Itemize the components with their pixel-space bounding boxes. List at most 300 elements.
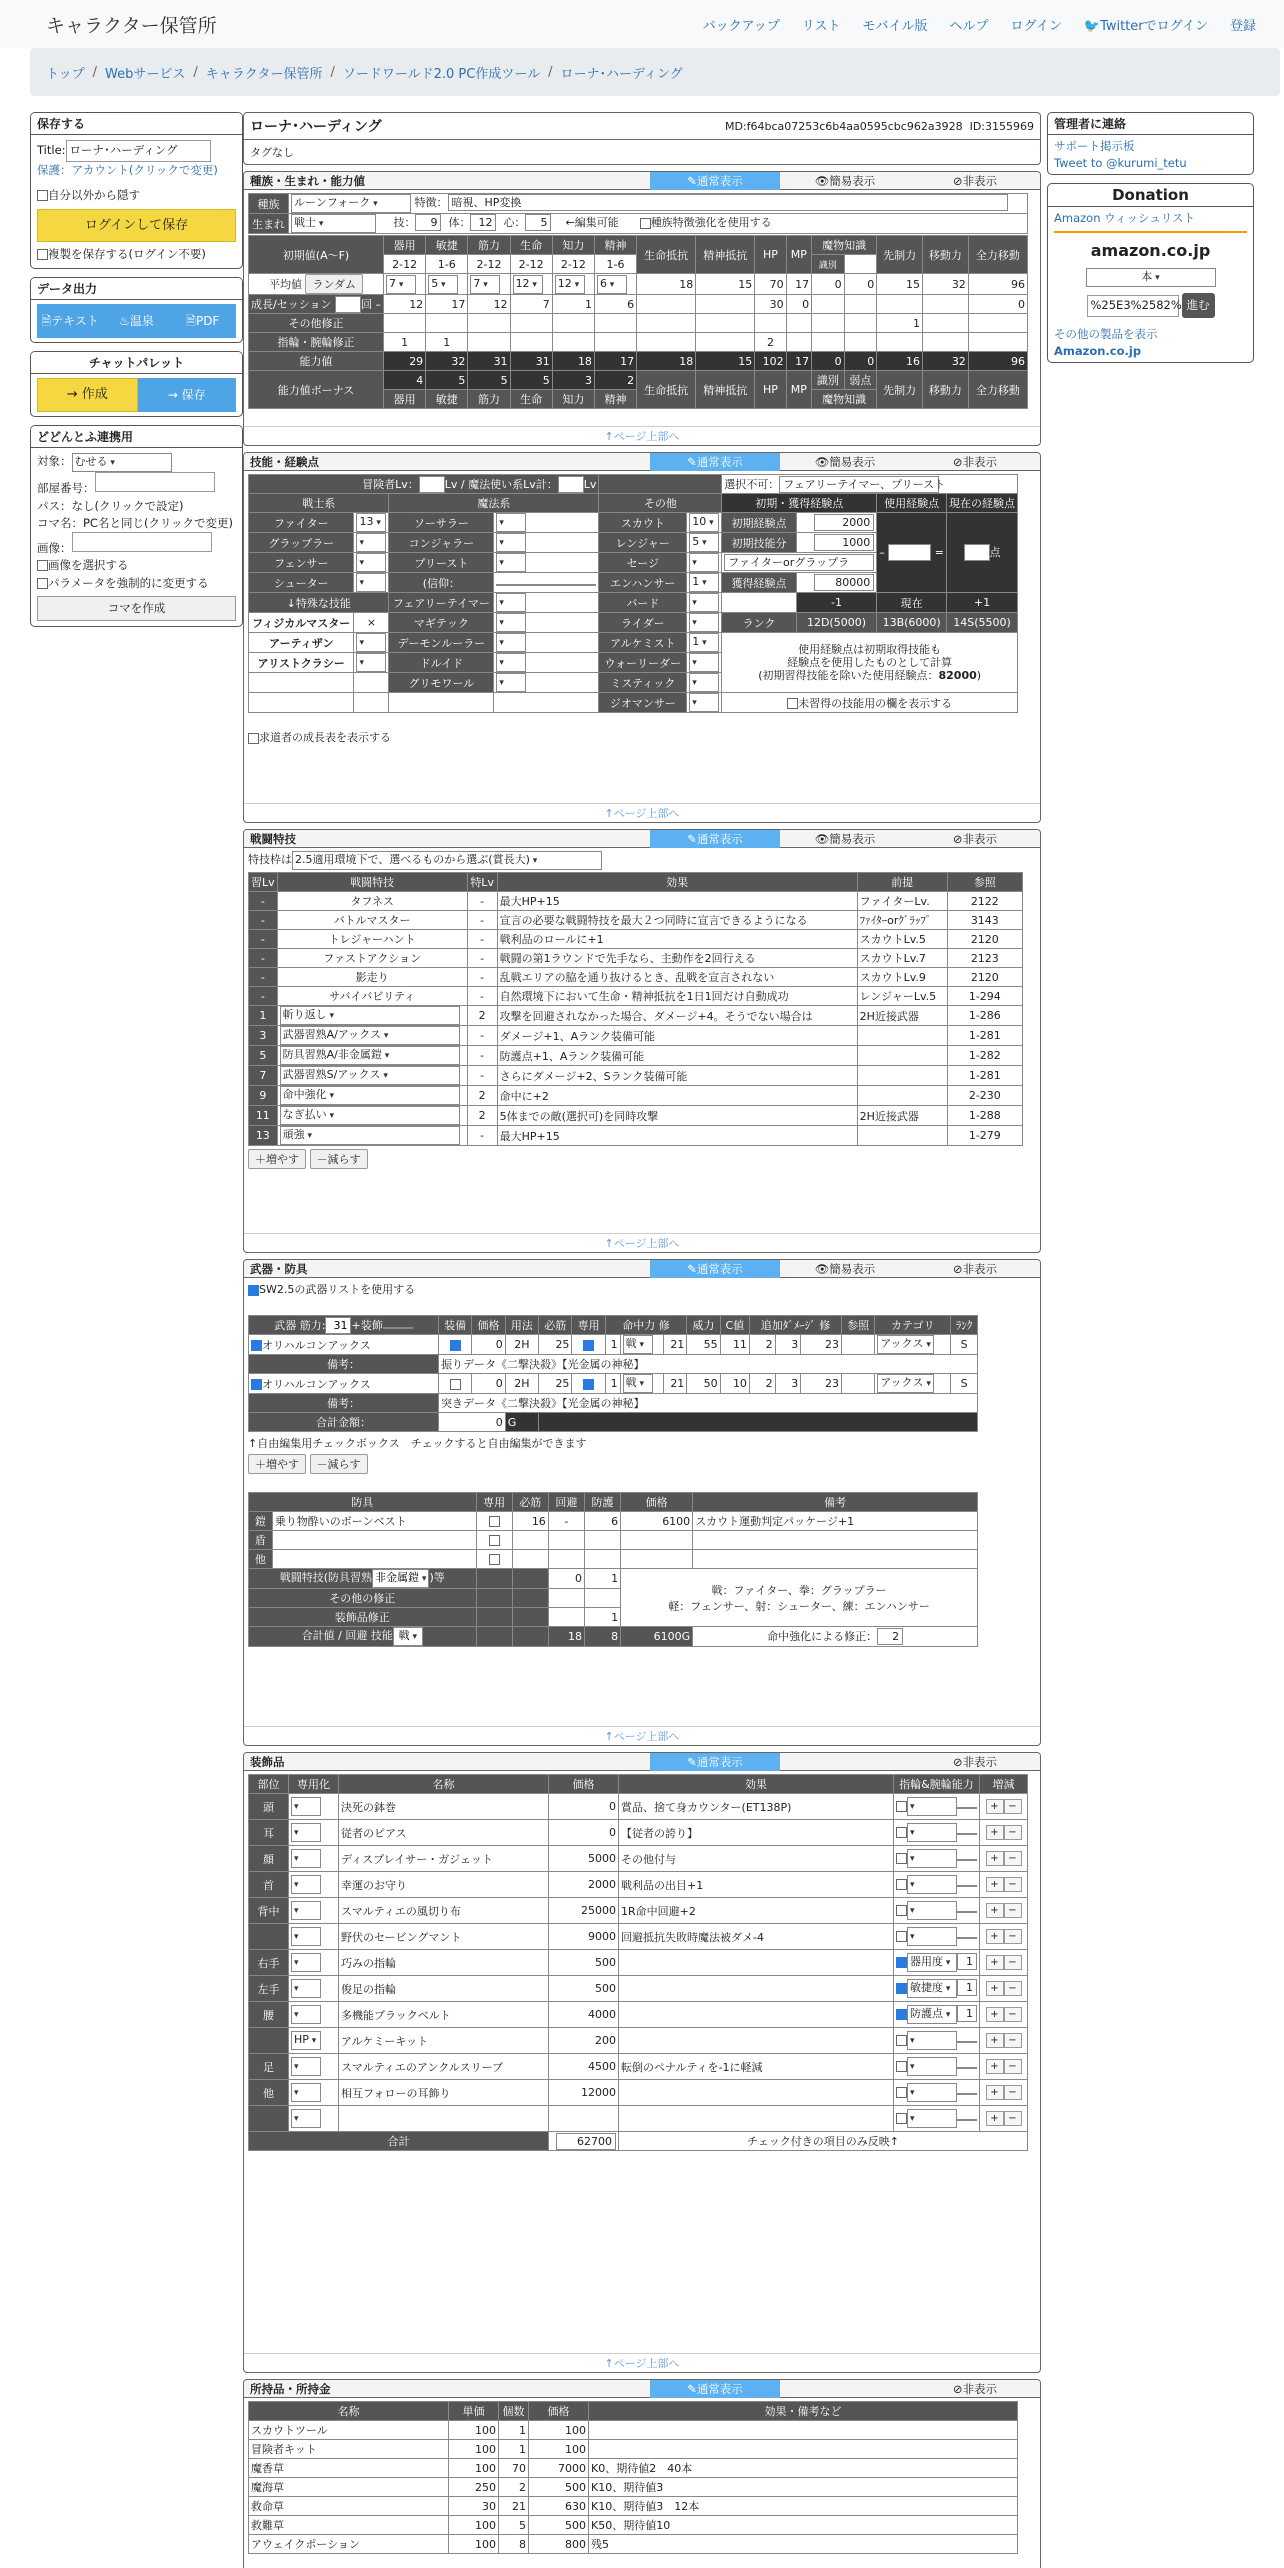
amazon-site-link[interactable]: Amazon.co.jp [1054, 343, 1142, 358]
trait-field[interactable]: 暗視、HP変換 [448, 194, 1008, 211]
amazon-go-button[interactable]: 進む [1182, 293, 1215, 318]
nav-list[interactable]: リスト [801, 18, 841, 34]
to-top-link[interactable]: ↑ページ上部へ [244, 2353, 1040, 2372]
to-top-link[interactable]: ↑ページ上部へ [244, 426, 1040, 445]
accessory-effect[interactable]: 転倒のペナルティを-1に軽減 [619, 2054, 894, 2080]
growth-field[interactable]: 0 [968, 295, 1027, 314]
accessory-ability-checkbox[interactable] [896, 2061, 907, 2072]
weapon-power[interactable]: 55 [687, 1335, 720, 1355]
armor-price[interactable]: 6100 [621, 1512, 693, 1531]
skill-level-select[interactable]: 10 ▾ [689, 513, 719, 532]
skill-level-select[interactable] [689, 653, 719, 672]
armor-note[interactable] [693, 1531, 978, 1550]
weapon-ref[interactable] [841, 1335, 874, 1355]
armor-note[interactable] [693, 1550, 978, 1569]
nav-help[interactable]: ヘルプ [949, 18, 989, 34]
accessory-effect[interactable]: 戦利品の出目+1 [619, 1872, 894, 1898]
skill-level-select[interactable] [356, 553, 386, 572]
increase-button[interactable]: + [986, 2007, 1004, 2022]
evade-skill-select[interactable]: 戦 ▾ [393, 1627, 423, 1646]
accessory-name[interactable]: 多機能ブラックベルト [339, 2002, 549, 2028]
room-input[interactable] [95, 472, 215, 492]
hot-output-button[interactable]: ♨温泉 [103, 304, 169, 338]
feat-select[interactable]: なぎ払い ▾ [280, 1106, 460, 1125]
growth-count[interactable]: 55 [335, 296, 361, 313]
feat-select[interactable]: 頑強 ▾ [280, 1126, 460, 1145]
skill-level-select[interactable] [356, 573, 386, 592]
special-skill-select[interactable] [356, 653, 386, 672]
accessory-special-select[interactable] [291, 1953, 321, 1972]
weapons-remove-button[interactable]: －減らす [310, 1454, 368, 1474]
deco-field[interactable] [383, 1327, 413, 1329]
accessory-ability-select[interactable] [907, 1823, 957, 1842]
armor-exclusive-checkbox[interactable] [489, 1535, 500, 1546]
armor-exclusive-checkbox[interactable] [489, 1516, 500, 1527]
weapon-req[interactable]: 25 [539, 1335, 572, 1355]
armor-req[interactable] [512, 1550, 548, 1569]
accessory-ability-checkbox[interactable] [896, 1853, 907, 1864]
weapon-price[interactable]: 0 [472, 1374, 505, 1394]
item-count[interactable]: 8 [499, 2535, 529, 2554]
weapon-rank[interactable]: S [951, 1374, 978, 1394]
accessory-effect[interactable] [619, 2028, 894, 2054]
item-unit-price[interactable]: 250 [449, 2478, 499, 2497]
accessory-ability-select[interactable]: 器用度 ▾ [907, 1953, 957, 1972]
accessory-ability-value[interactable] [957, 2067, 977, 2069]
increase-button[interactable]: + [986, 1955, 1004, 1970]
accessory-ability-value[interactable] [957, 1937, 977, 1939]
random-button[interactable]: ランダム [305, 274, 363, 294]
accessory-ability-select[interactable] [907, 2031, 957, 2050]
feats-add-button[interactable]: ＋増やす [248, 1149, 306, 1169]
item-name[interactable]: 冒険者キット [249, 2440, 449, 2459]
mind-field[interactable]: 5 [525, 214, 551, 231]
to-top-link[interactable]: ↑ページ上部へ [244, 803, 1040, 822]
nav-twitter-login[interactable]: 🐦Twitterでログイン [1083, 18, 1208, 34]
accessory-effect[interactable]: その他付与 [619, 1846, 894, 1872]
weapon-crit[interactable]: 10 [720, 1374, 749, 1394]
increase-button[interactable]: + [986, 1825, 1004, 1840]
weapon-name[interactable]: オリハルコンアックス [262, 1338, 371, 1352]
skill-level-select[interactable] [689, 613, 719, 632]
weapon-price[interactable]: 0 [472, 1335, 505, 1355]
accessory-ability-value[interactable] [957, 1859, 977, 1861]
growth-field[interactable]: 0 [786, 295, 811, 314]
nav-login[interactable]: ログイン [1010, 18, 1062, 34]
skill-level-select[interactable] [689, 673, 719, 692]
mode-hide-button[interactable]: ⊘非表示 [952, 1754, 998, 1769]
skill-level-select[interactable] [496, 533, 526, 552]
accessory-name[interactable]: 巧みの指輪 [339, 1950, 549, 1976]
accessory-ability-value[interactable] [957, 1807, 977, 1809]
accessory-ability-select[interactable] [907, 1797, 957, 1816]
adv-lv-field[interactable]: 13 [419, 476, 445, 493]
accessory-ability-select[interactable] [907, 1875, 957, 1894]
accessory-price[interactable]: 500 [549, 1950, 619, 1976]
armor-evade[interactable] [548, 1531, 584, 1550]
accessory-ability-value[interactable]: 1 [957, 1979, 977, 1996]
accessory-price[interactable]: 500 [549, 1976, 619, 2002]
weapon-power[interactable]: 50 [687, 1374, 720, 1394]
accessory-ability-select[interactable] [907, 2083, 957, 2102]
accessory-name[interactable]: 相互フォローの耳飾り [339, 2080, 549, 2106]
weapon-dmg-mod[interactable]: 2 [749, 1335, 775, 1355]
accessory-special-select[interactable] [291, 2109, 321, 2128]
accessory-effect[interactable] [619, 2002, 894, 2028]
amazon-search-input[interactable]: %25E3%2582% [1087, 295, 1179, 317]
init-select[interactable]: 6 ▾ [597, 275, 627, 294]
feat-select[interactable]: 斬り返し ▾ [280, 1006, 460, 1025]
accessory-price[interactable]: 12000 [549, 2080, 619, 2106]
nav-backup[interactable]: バックアップ [702, 18, 780, 34]
pdf-output-button[interactable]: 🗎PDF [170, 304, 236, 338]
accessory-ability-value[interactable]: 1 [957, 1953, 977, 1970]
accessory-price[interactable]: 4500 [549, 2054, 619, 2080]
mode-hide-button[interactable]: ⊘非表示 [952, 831, 998, 846]
accessory-ability-checkbox[interactable] [896, 2113, 907, 2124]
increase-button[interactable]: + [986, 1851, 1004, 1866]
accessory-price[interactable]: 2000 [549, 1872, 619, 1898]
accessory-ability-checkbox[interactable] [896, 1801, 907, 1812]
accessory-name[interactable]: スマルティエの風切り布 [339, 1898, 549, 1924]
accessory-ability-checkbox[interactable] [896, 2009, 907, 2020]
site-title[interactable]: キャラクター保管所 [46, 14, 217, 37]
weapon-dmg-mod[interactable]: 2 [749, 1374, 775, 1394]
accessory-ability-checkbox[interactable] [896, 2087, 907, 2098]
feats-remove-button[interactable]: －減らす [310, 1149, 368, 1169]
exp-field[interactable]: 80000 [814, 574, 874, 591]
item-name[interactable]: 魔海草 [249, 2478, 449, 2497]
item-note[interactable] [589, 2421, 1018, 2440]
weapon-skill-select[interactable]: 戦 ▾ [623, 1335, 653, 1354]
increase-button[interactable]: + [986, 2033, 1004, 2048]
mode-normal-button[interactable]: ✎通常表示 [650, 2380, 780, 2398]
init-select[interactable]: 5 ▾ [428, 275, 458, 294]
decrease-button[interactable]: − [1004, 1877, 1022, 1892]
item-count[interactable]: 70 [499, 2459, 529, 2478]
item-unit-price[interactable]: 30 [449, 2497, 499, 2516]
accessory-effect[interactable]: 1R命中回避+2 [619, 1898, 894, 1924]
accessory-price[interactable]: 0 [549, 1820, 619, 1846]
increase-button[interactable]: + [986, 1877, 1004, 1892]
koma-link[interactable]: コマ名：PC名と同じ(クリックで変更) [37, 515, 233, 530]
skill-level-select[interactable] [496, 553, 526, 572]
accessory-name[interactable]: スマルティエのアンクルスリーブ [339, 2054, 549, 2080]
image-select-checkbox[interactable] [37, 560, 48, 571]
increase-button[interactable]: + [986, 2111, 1004, 2126]
item-count[interactable]: 21 [499, 2497, 529, 2516]
mode-hide-button[interactable]: ⊘非表示 [952, 1261, 998, 1276]
growth-field[interactable]: 6 [594, 295, 636, 314]
weapon-category-select[interactable]: アックス ▾ [877, 1335, 934, 1354]
accessory-ability-checkbox[interactable] [896, 1827, 907, 1838]
item-count[interactable]: 5 [499, 2516, 529, 2535]
accessory-ability-select[interactable] [907, 1901, 957, 1920]
accessory-ability-value[interactable] [957, 2093, 977, 2095]
other-field[interactable]: 1 [877, 314, 923, 333]
decrease-button[interactable]: − [1004, 2111, 1022, 2126]
item-note[interactable]: K0、期待値2 40本 [589, 2459, 1018, 2478]
decrease-button[interactable]: − [1004, 1903, 1022, 1918]
accessory-name[interactable]: アルケミーキット [339, 2028, 549, 2054]
accessory-special-select[interactable] [291, 1875, 321, 1894]
birth-select[interactable]: 戦士 ▾ [291, 214, 376, 233]
weapon-category-select[interactable]: アックス ▾ [877, 1374, 934, 1393]
weapon-req[interactable]: 25 [539, 1374, 572, 1394]
mode-normal-button[interactable]: ✎通常表示 [650, 1260, 780, 1278]
armor-defense[interactable]: 6 [584, 1512, 620, 1531]
race-select[interactable]: ルーンフォーク ▾ [291, 194, 411, 213]
accessory-name[interactable]: ディスプレイサー・ガジェット [339, 1846, 549, 1872]
tweet-link[interactable]: Tweet to @kurumi_tetu [1054, 155, 1187, 170]
increase-button[interactable]: + [986, 2085, 1004, 2100]
decrease-button[interactable]: − [1004, 1825, 1022, 1840]
accessory-special-select[interactable]: HP ▾ [291, 2031, 321, 2050]
breadcrumb-character[interactable]: ローナ･ハーディング [560, 66, 683, 82]
armor-name[interactable] [272, 1550, 476, 1569]
accessory-effect[interactable] [619, 2106, 894, 2132]
item-count[interactable]: 2 [499, 2478, 529, 2497]
decrease-button[interactable]: − [1004, 2007, 1022, 2022]
armor-req[interactable] [512, 1531, 548, 1550]
item-unit-price[interactable]: 100 [449, 2459, 499, 2478]
exp-field[interactable]: 1000 [814, 534, 874, 551]
accessory-price[interactable]: 0 [549, 1794, 619, 1820]
exp-source-field[interactable]: ファイターorグラップラ [724, 554, 874, 571]
body-field[interactable]: 12 [470, 214, 496, 231]
growth-table-checkbox[interactable] [248, 733, 259, 744]
item-name[interactable]: 救命草 [249, 2497, 449, 2516]
armor-note[interactable]: スカウト運動判定パッケージ+1 [693, 1512, 978, 1531]
skill-level-select[interactable] [496, 593, 526, 612]
accessory-ability-value[interactable] [957, 1833, 977, 1835]
weapon-equip-checkbox[interactable] [450, 1379, 461, 1390]
mode-hide-button[interactable]: ⊘非表示 [952, 173, 998, 188]
palette-create-button[interactable]: → 作成 [37, 378, 138, 412]
mode-simple-button[interactable]: 👁簡易表示 [814, 1261, 876, 1276]
armor-name[interactable]: 乗り物酔いのボーンベスト [272, 1512, 476, 1531]
mode-normal-button[interactable]: ✎通常表示 [650, 830, 780, 848]
decrease-button[interactable]: − [1004, 1981, 1022, 1996]
weapon-crit[interactable]: 11 [720, 1335, 749, 1355]
pass-link[interactable]: パス：なし(クリックで設定) [37, 498, 184, 513]
item-name[interactable]: 魔香草 [249, 2459, 449, 2478]
mode-simple-button[interactable]: 👁簡易表示 [814, 173, 876, 188]
exp-field[interactable]: 2000 [814, 514, 874, 531]
accessory-effect[interactable]: 【従者の誇り】 [619, 1820, 894, 1846]
armor-req[interactable]: 16 [512, 1512, 548, 1531]
decrease-button[interactable]: − [1004, 1955, 1022, 1970]
amazon-more-link[interactable]: その他の製品を表示 [1054, 326, 1158, 341]
item-note[interactable]: K50、期待値10 [589, 2516, 1018, 2535]
feat-select[interactable]: 武器習熟A/アックス ▾ [280, 1026, 460, 1045]
accessory-ability-value[interactable] [957, 1885, 977, 1887]
skill-level-select[interactable] [356, 533, 386, 552]
accessory-price[interactable]: 25000 [549, 1898, 619, 1924]
palette-save-button[interactable]: → 保存 [138, 378, 237, 412]
weapon-use[interactable]: 2H [505, 1374, 538, 1394]
protect-link[interactable]: 保護：アカウント(クリックで変更) [37, 163, 218, 177]
increase-button[interactable]: + [986, 1981, 1004, 1996]
accessory-special-select[interactable] [291, 1823, 321, 1842]
growth-field[interactable]: 12 [468, 295, 510, 314]
weapon-exclusive-checkbox[interactable] [583, 1340, 594, 1351]
item-count[interactable]: 1 [499, 2421, 529, 2440]
accessory-effect[interactable] [619, 1976, 894, 2002]
accessory-price[interactable] [549, 2106, 619, 2132]
accessory-ability-value[interactable] [957, 1911, 977, 1913]
accessory-ability-checkbox[interactable] [896, 1957, 907, 1968]
item-name[interactable]: アウェイクポーション [249, 2535, 449, 2554]
armor-exclusive-checkbox[interactable] [489, 1554, 500, 1565]
armor-evade[interactable] [548, 1550, 584, 1569]
increase-button[interactable]: + [986, 2059, 1004, 2074]
weapon-name[interactable]: オリハルコンアックス [262, 1377, 371, 1391]
mode-normal-button[interactable]: ✎通常表示 [650, 453, 780, 471]
special-skill-value[interactable]: × [354, 613, 389, 633]
nav-mobile[interactable]: モバイル版 [862, 18, 928, 34]
armor-price[interactable] [621, 1531, 693, 1550]
accessory-price[interactable]: 4000 [549, 2002, 619, 2028]
mode-simple-button[interactable]: 👁簡易表示 [814, 831, 876, 846]
armor-evade[interactable]: - [548, 1512, 584, 1531]
item-note[interactable]: K10、期待値3 12本 [589, 2497, 1018, 2516]
special-skill-select[interactable] [356, 633, 386, 652]
item-unit-price[interactable]: 100 [449, 2421, 499, 2440]
weapons-add-button[interactable]: ＋増やす [248, 1454, 306, 1474]
unlearned-checkbox[interactable] [787, 698, 798, 709]
growth-field[interactable]: 1 [552, 295, 594, 314]
weapon-edit-checkbox[interactable] [251, 1340, 262, 1351]
accessory-name[interactable] [339, 2106, 549, 2132]
accessory-ability-select[interactable] [907, 2057, 957, 2076]
decrease-button[interactable]: − [1004, 1929, 1022, 1944]
growth-field[interactable]: 7 [510, 295, 552, 314]
weapon-ref[interactable] [841, 1374, 874, 1394]
weapon-hit[interactable]: 1 [605, 1374, 620, 1394]
accessory-special-select[interactable] [291, 1901, 321, 1920]
support-bbs-link[interactable]: サポート掲示板 [1054, 139, 1135, 153]
growth-field[interactable]: 17 [426, 295, 468, 314]
weapon-skill-select[interactable]: 戦 ▾ [623, 1374, 653, 1393]
hide-checkbox[interactable] [37, 190, 48, 201]
accessory-name[interactable]: 幸運のお守り [339, 1872, 549, 1898]
accessory-special-select[interactable] [291, 1797, 321, 1816]
skill-level-select[interactable] [689, 693, 719, 712]
to-top-link[interactable]: ↑ページ上部へ [244, 1726, 1040, 1745]
nav-register[interactable]: 登録 [1229, 18, 1256, 34]
init-select[interactable]: 7 ▾ [386, 275, 416, 294]
accessory-ability-value[interactable] [957, 2041, 977, 2043]
weapon-note[interactable]: 振りデータ《二撃決殺》【光金属の神秘】 [439, 1355, 978, 1374]
item-count[interactable]: 1 [499, 2440, 529, 2459]
mode-hide-button[interactable]: ⊘非表示 [952, 2381, 998, 2396]
skill-level-select[interactable] [689, 553, 719, 572]
special-checkbox[interactable] [640, 218, 651, 229]
make-koma-button[interactable]: コマを作成 [37, 596, 236, 621]
wishlist-link[interactable]: Amazon ウィッシュリスト [1054, 211, 1195, 226]
increase-button[interactable]: + [986, 1929, 1004, 1944]
growth-field[interactable]: 30 [755, 295, 786, 314]
skill-level-select[interactable]: 13 ▾ [356, 513, 386, 532]
decrease-button[interactable]: − [1004, 2059, 1022, 2074]
skill-level-select[interactable]: 1 ▾ [689, 633, 719, 652]
item-note[interactable]: K10、期待値3 [589, 2478, 1018, 2497]
mode-simple-button[interactable]: 👁簡易表示 [814, 454, 876, 469]
tech-field[interactable]: 9 [415, 214, 441, 231]
feat-select[interactable]: 防具習熟A/非金属鎧 ▾ [280, 1046, 460, 1065]
init-select[interactable]: 7 ▾ [470, 275, 500, 294]
image-input[interactable] [72, 532, 212, 552]
feats-mode-select[interactable]: 2.5適用環境下で、選べるものから選ぶ(賞長大) ▾ [292, 851, 602, 870]
feat-select[interactable]: 命中強化 ▾ [280, 1086, 460, 1105]
accessory-price[interactable]: 200 [549, 2028, 619, 2054]
accessory-price[interactable]: 9000 [549, 1924, 619, 1950]
mode-normal-button[interactable]: ✎通常表示 [650, 172, 780, 190]
to-top-link[interactable]: ↑ページ上部へ [244, 1233, 1040, 1252]
breadcrumb-web[interactable]: Webサービス [105, 66, 186, 82]
accessory-special-select[interactable] [291, 1927, 321, 1946]
skill-level-select[interactable] [496, 513, 526, 532]
accessory-special-select[interactable] [291, 2057, 321, 2076]
skill-level-select[interactable] [496, 633, 526, 652]
skill-level-select[interactable] [496, 613, 526, 632]
init-select[interactable]: 12 ▾ [513, 275, 543, 294]
copy-save-checkbox[interactable] [37, 249, 48, 260]
accessory-ability-select[interactable] [907, 1927, 957, 1946]
accessory-effect[interactable] [619, 1950, 894, 1976]
accessory-ability-value[interactable] [957, 2119, 977, 2121]
weapon-note[interactable]: 突きデータ《二撃決殺》【光金属の神秘】 [439, 1394, 978, 1413]
weapon-exclusive-checkbox[interactable] [583, 1379, 594, 1390]
weapon-hit[interactable]: 1 [605, 1335, 620, 1355]
accessory-price[interactable]: 5000 [549, 1846, 619, 1872]
accessory-ability-checkbox[interactable] [896, 1931, 907, 1942]
use-sw25-checkbox[interactable] [248, 1285, 259, 1296]
decrease-button[interactable]: − [1004, 1799, 1022, 1814]
login-save-button[interactable]: ログインして保存 [37, 209, 236, 243]
init-select[interactable]: 12 ▾ [555, 275, 585, 294]
skill-level-select[interactable]: 1 ▾ [689, 573, 719, 592]
increase-button[interactable]: + [986, 1799, 1004, 1814]
decrease-button[interactable]: − [1004, 2085, 1022, 2100]
armor-price[interactable] [621, 1550, 693, 1569]
accessory-effect[interactable]: 賞品、捨て身カウンター(ET138P) [619, 1794, 894, 1820]
armor-defense[interactable] [584, 1550, 620, 1569]
accessory-ability-checkbox[interactable] [896, 1983, 907, 1994]
accessory-special-select[interactable] [291, 2083, 321, 2102]
accessory-name[interactable]: 野伏のセービングマント [339, 1924, 549, 1950]
skill-level-select[interactable] [496, 673, 526, 692]
force-param-checkbox[interactable] [37, 578, 48, 589]
feat-select[interactable]: 武器習熟S/アックス ▾ [280, 1066, 460, 1085]
character-tags[interactable]: タグなし [250, 146, 294, 159]
armor-name[interactable] [272, 1531, 476, 1550]
item-unit-price[interactable]: 100 [449, 2440, 499, 2459]
accessory-effect[interactable] [619, 2080, 894, 2106]
accessory-ability-value[interactable]: 1 [957, 2005, 977, 2022]
weapon-use[interactable]: 2H [505, 1335, 538, 1355]
item-name[interactable]: 救難草 [249, 2516, 449, 2535]
accessory-ability-checkbox[interactable] [896, 2035, 907, 2046]
skill-level-select[interactable]: 5 ▾ [689, 533, 719, 552]
item-unit-price[interactable]: 100 [449, 2516, 499, 2535]
title-input[interactable]: ローナ･ハーディング [66, 140, 211, 162]
skill-level-select[interactable] [496, 653, 526, 672]
accessory-ability-checkbox[interactable] [896, 1879, 907, 1890]
weapon-equip-checkbox[interactable] [450, 1340, 461, 1351]
item-note[interactable] [589, 2440, 1018, 2459]
